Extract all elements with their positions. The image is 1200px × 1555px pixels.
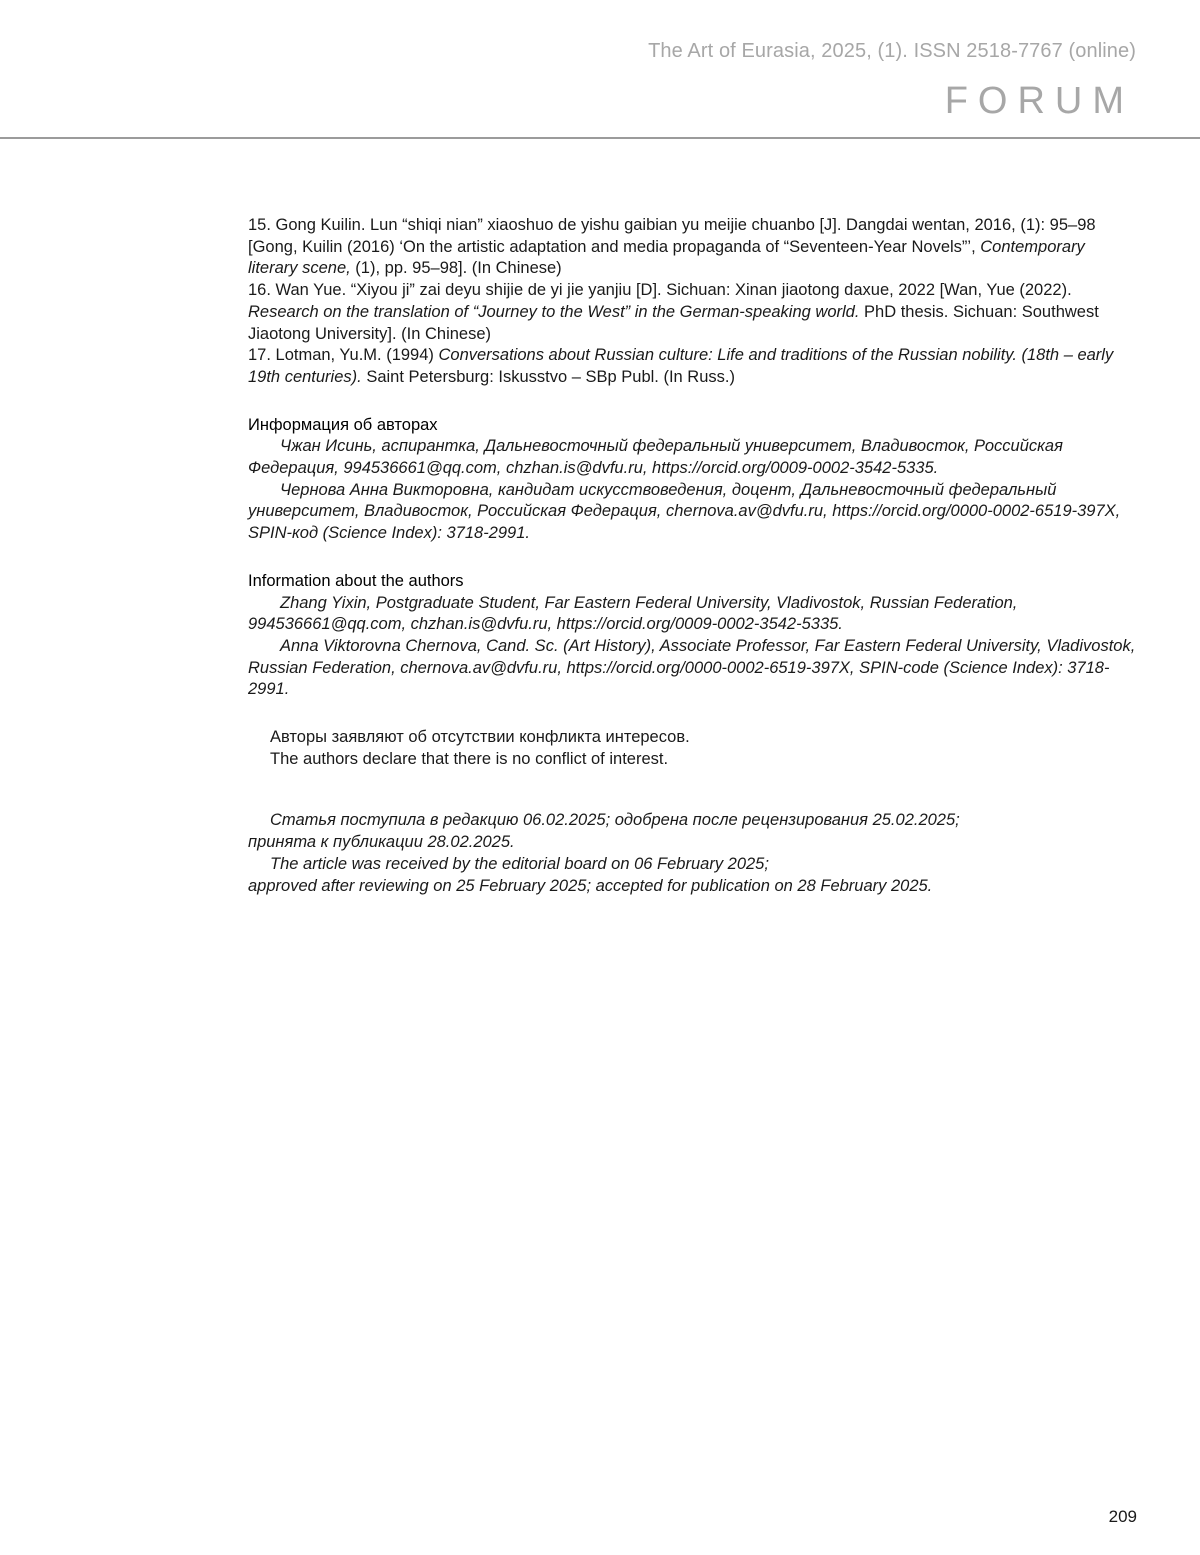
reference-list bbox=[248, 215, 1138, 389]
page-number: 209 bbox=[1108, 1507, 1137, 1526]
header-divider bbox=[0, 137, 1200, 139]
section-title: FORUM bbox=[944, 80, 1134, 122]
reference-16-text: 16. Wan Yue. “Xiyou ji” zai deyu shijie de yi jie yanjiu [D]. Sichuan: Xinan jiaotong daxue, 2022 [Wan, Yue (2022). bbox=[248, 281, 1072, 300]
reference-17-tail: Saint Petersburg: Iskusstvo – SBp Publ. (In Russ.) bbox=[361, 367, 735, 386]
conflict-statement bbox=[248, 727, 1138, 770]
reference-15 bbox=[248, 215, 1138, 280]
dates-en-line-1: The article was received by the editorial board on 06 February 2025; bbox=[270, 854, 769, 873]
authors-info-ru bbox=[248, 415, 1138, 545]
reference-17 bbox=[248, 345, 1138, 388]
reference-16 bbox=[248, 280, 1138, 345]
dates-en-line-2: approved after reviewing on 25 February 2025; accepted for publication on 28 February 2025. bbox=[248, 876, 933, 895]
conflict-statement-ru: Авторы заявляют об отсутствии конфликта интересов. bbox=[270, 728, 690, 747]
conflict-statement-en: The authors declare that there is no conflict of interest. bbox=[270, 749, 669, 768]
article-dates bbox=[248, 810, 1138, 897]
dates-ru-line-1: Статья поступила в редакцию 06.02.2025; одобрена после рецензирования 25.02.2025; bbox=[270, 811, 960, 830]
authors-heading-en: Information about the authors bbox=[248, 571, 464, 590]
reference-15-source: Contemporary literary scene, bbox=[248, 237, 1085, 278]
reference-17-source: Conversations about Russian culture: Life and traditions of the Russian nobility. (18th – early 19th centuries). bbox=[248, 346, 1114, 386]
authors-info-en bbox=[248, 571, 1138, 701]
authors-heading-ru: Информация об авторах bbox=[248, 415, 438, 434]
author-1-en: Zhang Yixin, Postgraduate Student, Far Eastern Federal University, Vladivostok, Russian Federation, 994536661@qq.com, chzhan.is@dvfu.ru, https://orcid.org/0009-0002-3542-5335. bbox=[248, 593, 1018, 634]
author-2-en: Anna Viktorovna Chernova, Cand. Sc. (Art History), Associate Professor, Far Eastern Federal University, Vladivostok, Russian Federation, chernova.av@dvfu.ru, https://orcid.org/0000-0002-6519-397X, SPIN-code (Science Index): 3718-2991. bbox=[248, 636, 1136, 699]
reference-16-tail: PhD thesis. Sichuan: Southwest Jiaotong University]. (In Chinese) bbox=[248, 302, 1099, 343]
reference-17-text: 17. Lotman, Yu.M. (1994) bbox=[248, 346, 439, 365]
dates-ru-line-2: принята к публикации 28.02.2025. bbox=[248, 833, 515, 852]
journal-title: The Art of Eurasia, 2025, (1). ISSN 2518-7767 (online) bbox=[648, 40, 1136, 62]
reference-15-text: 15. Gong Kuilin. Lun “shiqi nian” xiaoshuo de yishu gaibian yu meijie chuanbo [J]. Dangdai wentan, 2016, (1): 95–98 [Gong, Kuilin (2016) ‘On the artistic adaptation and media propaganda of “Seventeen-Year Novels”’, bbox=[248, 216, 1096, 256]
reference-15-tail: (1), pp. 95–98]. (In Chinese) bbox=[350, 259, 562, 278]
page-content bbox=[248, 215, 1138, 897]
reference-16-source: Research on the translation of “Journey to the West” in the German-speaking world. bbox=[248, 302, 860, 321]
author-2-ru: Чернова Анна Викторовна, кандидат искусствоведения, доцент, Дальневосточный федеральный университет, Владивосток, Российская Федерация, chernova.av@dvfu.ru, https://orcid.org/0000-0002-6519-397X, SPIN-код (Science Index): 3718-2991. bbox=[248, 480, 1121, 543]
author-1-ru: Чжан Исинь, аспирантка, Дальневосточный федеральный университет, Владивосток, Российская Федерация, 994536661@qq.com, chzhan.is@dvfu.ru, https://orcid.org/0009-0002-3542-5335. bbox=[248, 437, 1063, 478]
